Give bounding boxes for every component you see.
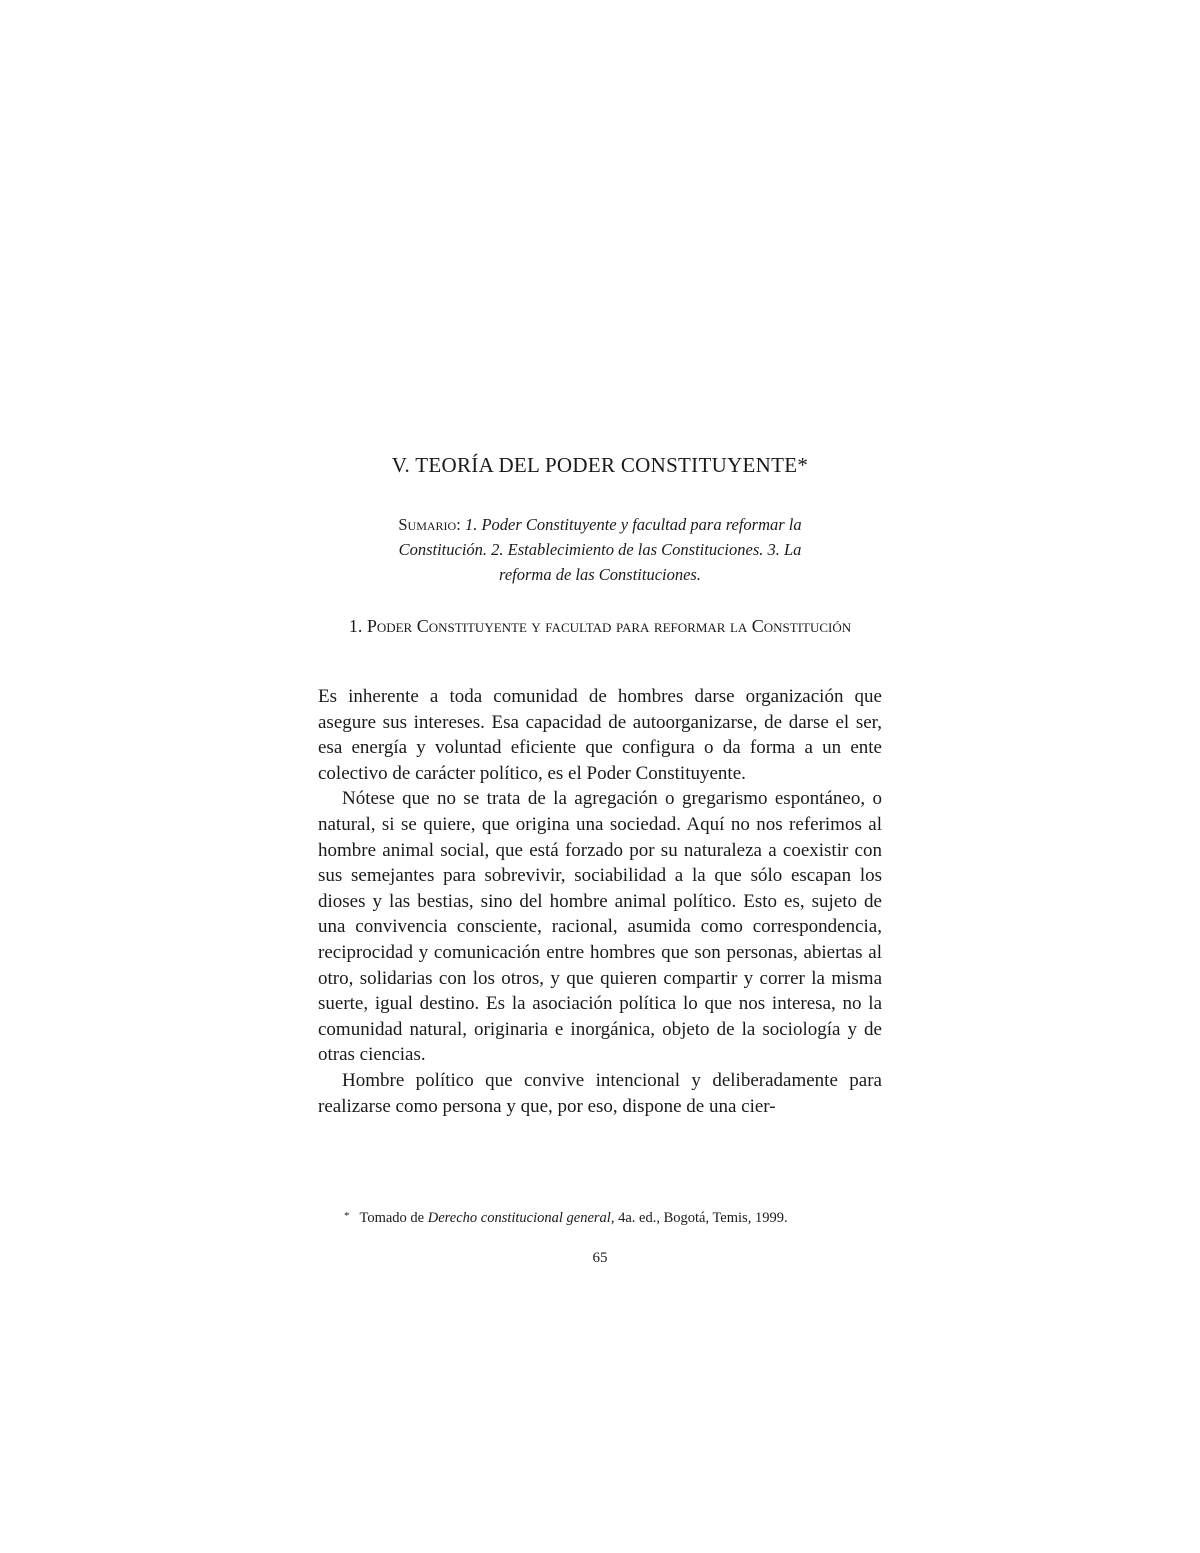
footnote-book-title: Derecho constitucional general — [427, 1210, 611, 1226]
footnote-suffix: , 4a. ed., Bogotá, Temis, 1999. — [610, 1210, 788, 1226]
paragraph: Nótese que no se trata de la agregación o gregarismo espontáneo, o natural, si se quiere, que origina una sociedad. Aquí no nos referimos al hombre animal social, que está forzado por su naturaleza a coexistir con sus semejantes para sobrevivir, sociabilidad a la que sólo escapan los dioses y las bestias, sino del hombre animal político. Esto es, sujeto de una convivencia consciente, racional, asumida como correspondencia, reciprocidad y comunicación entre hombres que son personas, abiertas al otro, solidarias con los otros, y que quieren compartir y correr la misma suerte, igual destino. Es la asociación política lo que nos interesa, no la comunidad natural, originaria e inorgánica, objeto de la sociología y de otras ciencias. — [318, 788, 882, 1066]
chapter-summary — [374, 512, 826, 587]
paragraph: Hombre político que convive intencional y deliberadamente para realizarse como persona y que, por eso, dispone de una cier- — [318, 1069, 882, 1117]
page-number: 65 — [592, 1250, 608, 1266]
footnote-prefix: Tomado de — [359, 1210, 428, 1226]
chapter-title: V. TEORÍA DEL PODER CONSTITUYENTE* — [391, 453, 809, 477]
footnote — [344, 1206, 864, 1228]
body-text — [318, 684, 882, 1119]
summary-label: Sumario: — [398, 515, 461, 534]
section-heading: 1. Poder Constituyente y facultad para reformar la Constitución — [348, 616, 852, 636]
paragraph: Es inherente a toda comunidad de hombres darse organización que asegure sus intereses. Esa capacidad de autoorganizarse, de darse el ser, esa energía y voluntad eficiente que configura o da forma a un ente colectivo de carácter político, es el Poder Constituyente. — [318, 686, 882, 784]
summary-items: 1. Poder Constituyente y facultad para reformar la Constitución. 2. Establecimiento de las Constituciones. 3. La reforma de las Constituciones. — [398, 515, 802, 584]
footnote-mark: * — [344, 1210, 350, 1222]
document-page — [318, 0, 882, 1553]
